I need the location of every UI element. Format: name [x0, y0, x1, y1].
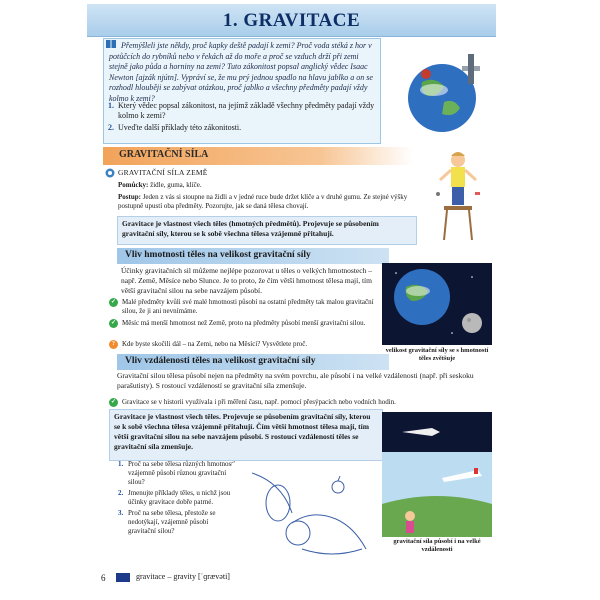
subsection-title: Vliv vzdálenosti těles na velikost gravitační síly — [125, 356, 316, 366]
title-bar — [87, 4, 496, 37]
rule-box-gravitace — [117, 216, 417, 245]
page-title: 1. GRAVITACE — [222, 10, 361, 31]
question-item — [118, 460, 236, 487]
question-icon: ? — [109, 340, 118, 349]
experiment-title: GRAVITAČNÍ SÍLA ZEMĚ — [118, 168, 208, 177]
caption-hmotnost: velikost gravitační síly se s hmotností těles zvětšuje — [385, 347, 489, 362]
earth-moon-image — [382, 263, 492, 345]
procedure-text: Jeden z vás si stoupne na židli a v jedné ruce bude držet klíče a v druhé gumu. Ze stejné výšky postupně upustí oba předměty. Pozorujte, jak se daná tělesa chovají. — [118, 193, 408, 210]
tools-label: Pomůcky: — [118, 181, 149, 189]
procedure-label: Postup: — [118, 193, 141, 201]
question-number: 1. — [108, 101, 114, 110]
earth-satellite-image — [382, 38, 492, 142]
question-text: Jmenujte příklady těles, u nichž jsou účinky gravitace dobře patrné. — [128, 489, 231, 506]
question-number: 2. — [108, 123, 114, 132]
subsection-title: Vliv hmotnosti těles na velikost gravitační síly — [125, 250, 311, 260]
intro-text — [109, 41, 375, 104]
bullet-text: Kde byste skočili dál – na Zemi, nebo na Měsíci? Vysvětlete proč. — [122, 340, 308, 348]
tools-text: židle, guma, klíče. — [148, 181, 202, 189]
check-icon: ✓ — [110, 320, 117, 326]
experiment-procedure — [118, 193, 414, 211]
section-title: GRAVITAČNÍ SÍLA — [119, 149, 209, 160]
rule-box-summary — [109, 409, 383, 461]
vzdalenost-paragraph — [117, 371, 495, 391]
glossary-entry: gravitace – gravity [ˈɡrævəti] — [136, 572, 230, 581]
bullet-hodiny — [109, 398, 489, 407]
question-text: Proč na sebe tělesa, přestože se nedotýkají, vzájemně působí gravitační silou? — [128, 509, 216, 535]
boy-on-chair-illustration — [420, 148, 492, 248]
check-icon: ✓ — [110, 299, 117, 305]
rule-text: Gravitace je vlastnost všech těles (hmotných předmětů). Projevuje se působením gravitační síly, kterou se k sobě všechna tělesa vzájemně přitahují. — [122, 219, 379, 238]
question-item — [108, 123, 378, 133]
question-number: 3. — [118, 509, 124, 517]
check-icon: ✓ — [110, 399, 117, 405]
question-item — [118, 489, 236, 507]
bullet-otazka — [109, 340, 387, 349]
subsection-hmotnost — [117, 248, 389, 264]
bullet-male-predmety — [109, 298, 387, 316]
section-gravitacni-sila — [103, 147, 413, 165]
intro-paragraph: Přemýšleli jste někdy, proč kapky deště padají k zemi? Proč voda stéká z hor v potůčcích do rybníků nebo v řekách až do moře a proč se vzduch drží při zemi stejně jako půda a horniny na zemi? Tuto zákonitost popsal anglický vědec Isaac Newton [ajzák njútn]. Vypráví se, že mu prý jednou spadlo na hlavu jablko a on se rozhodl hlouběji se zabývat otázkou, proč jablko a všechny předměty padají vždy kolmo k zemi? — [109, 41, 373, 103]
uk-flag-icon — [116, 573, 130, 582]
subsection-vzdalenost — [117, 354, 389, 370]
bullet-text: Měsíc má menší hmotnost než Země, proto na předměty působí menší gravitační silou. — [122, 319, 366, 327]
question-number: 2. — [118, 489, 124, 497]
left-margin — [0, 0, 87, 600]
shuttle-plane-image — [382, 412, 492, 537]
intro-questions — [108, 101, 378, 135]
question-item — [118, 509, 236, 536]
book-icon — [106, 40, 116, 48]
caption-vzdalenost: gravitační síla působí i na velké vzdálenosti — [393, 538, 481, 553]
rule-summary-text: Gravitace je vlastnost všech těles. Projevuje se působením gravitační síly, kterou se k sobě všechna tělesa vzájemně přitahují. Čím větší hmotnost tělesa mají, tím větší gravitační silou na sebe navzájem působí. S rostoucí vzdáleností těles se gravitační síla zmenšuje. — [114, 412, 371, 451]
experiment-icon — [105, 168, 115, 178]
experiment-tools — [118, 181, 414, 190]
bullet-mesic — [109, 319, 387, 328]
right-margin — [496, 0, 600, 600]
question-text: Uveďte další příklady této zákonitosti. — [118, 123, 242, 132]
bullet-text: Malé předměty kvůli své malé hmotnosti působí na ostatní předměty tak malou gravitační silou, že ji ani nevnímáme. — [122, 298, 374, 315]
page-number: 6 — [101, 573, 106, 583]
question-item — [108, 101, 378, 121]
bullet-text: Gravitace se v historii využívala i při měření času, např. pomocí přesýpacích nebo vodních hodin. — [122, 398, 396, 406]
question-text: Který vědec popsal zákonitost, na jejímž základě všechny předměty padají vždy kolmo k zemi? — [118, 101, 375, 120]
question-number: 1. — [118, 460, 124, 468]
question-text: Proč na sebe tělesa různých hmotností vzájemně působí různou gravitační silou? — [128, 460, 236, 486]
section3-questions — [118, 460, 236, 538]
hmotnost-paragraph: Účinky gravitačních sil můžeme nejlépe pozorovat u těles o velkých hmotnostech – např. Země, Měsíce nebo Slunce. Je to proto, že čím větší hmotnost tělesa mají, tím větší gravitační silou na sebe navzájem působí. — [121, 266, 372, 295]
vzdalenost-text: Gravitační silou tělesa působí nejen na předměty na svém povrchu, ale působí i na velké vzdálenosti (např. při seskoku parašutisty). S rostoucí vzdáleností se gravitační síla zmenšuje. — [117, 371, 474, 390]
newton-apple-cartoon — [232, 463, 380, 569]
